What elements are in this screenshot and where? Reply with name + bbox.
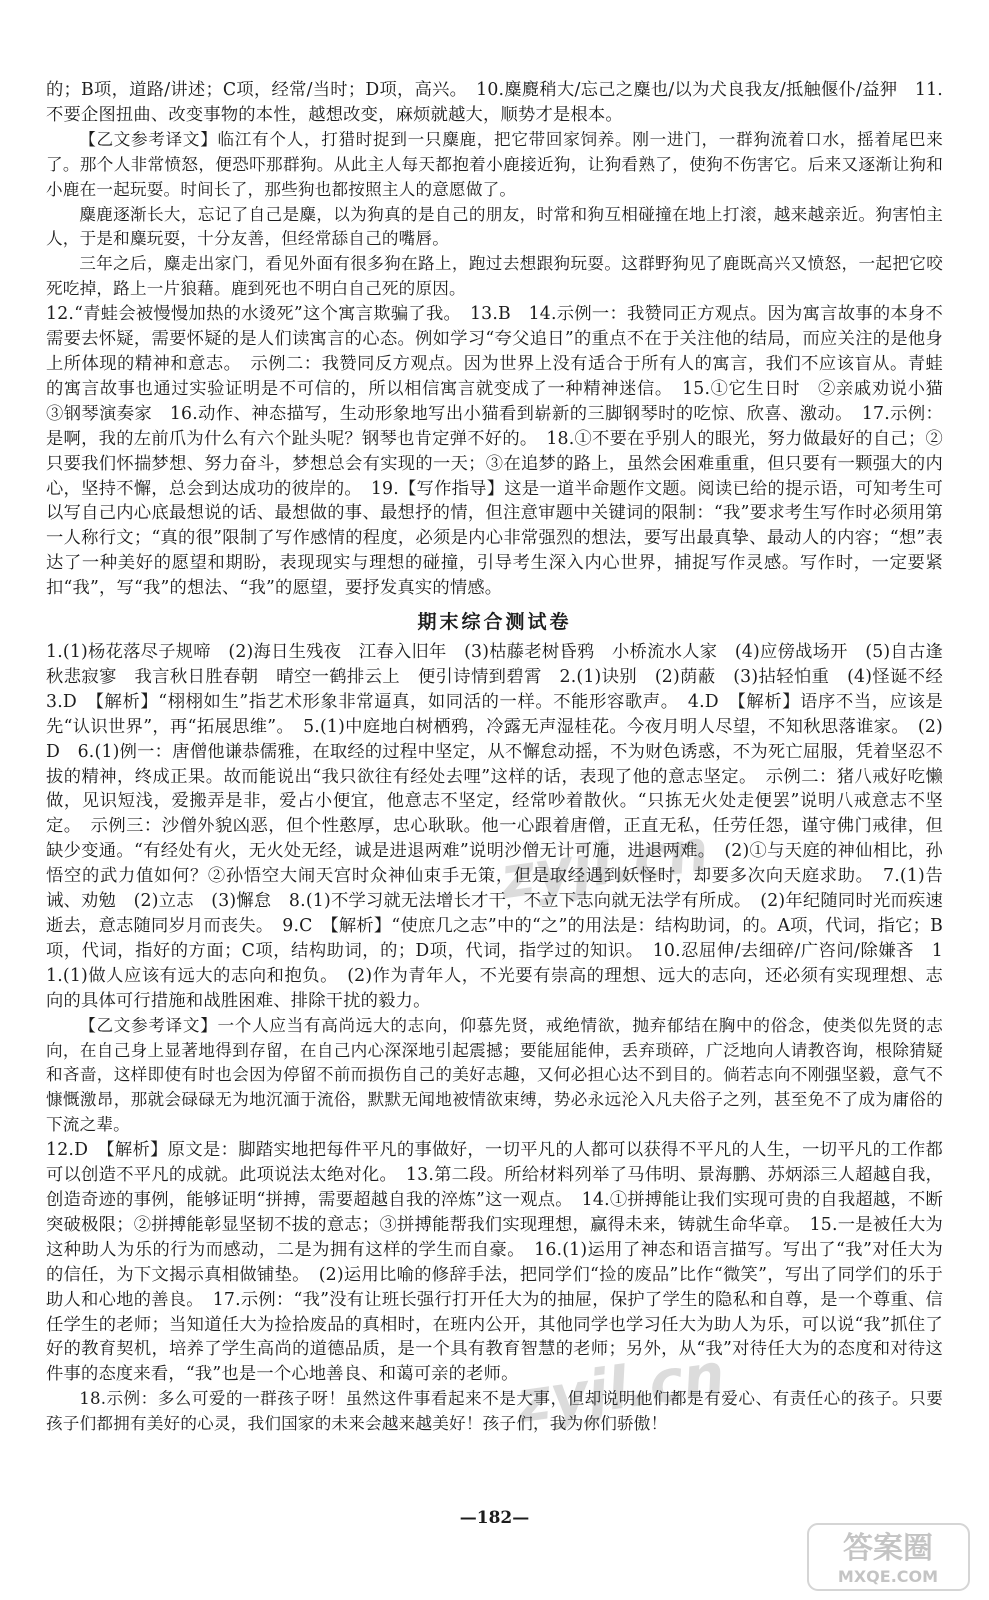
- answer-paragraph: 18.示例：多么可爱的一群孩子呀！虽然这件事看起来不是大事，但却说明他们都是有爱心、有责任心的孩子。只要孩子们都拥有美好的心灵，我们国家的未来会越来越美好！孩子们，我为你们骄傲！: [46, 1389, 943, 1434]
- watermark: zyjl.cn: [512, 1339, 729, 1437]
- site-logo: [806, 1522, 971, 1592]
- answer-paragraph: 12.“青蛙会被慢慢加热的水烫死”这个寓言欺骗了我。 13.B 14.示例一：我赞同正方观点。因为寓言故事的本身不需要去怀疑，需要怀疑的是人们读寓言的心态。例如学习“夸父追日”的重点不在于关注他的结局，而应关注的是他身上所体现的精神和意志。 示例二：我赞同反方观点。因为世界上没有适合于所有人的寓言，我们不应该盲从。青蛙的寓言故事也通过实验证明是不可信的，所以相信寓言就变成了一种精神迷信。 15.①它生日时 ②亲戚劝说小猫 ③钢琴演奏家 16.动作、神态描写，生动形象地写出小猫看到崭新的三脚钢琴时的吃惊、欣喜、激动。 17.示例：是啊，我的左前爪为什么有六个趾头呢？钢琴也肯定弹不好的。 18.①不要在乎别人的眼光，努力做最好的自己；②只要我们怀揣梦想、努力奋斗，梦想总会有实现的一天；③在追梦的路上，虽然会困难重重，但只要有一颗强大的内心，坚持不懈，总会到达成功的彼岸的。 19.【写作指导】这是一道半命题作文题。阅读已给的提示语，可知考生可以写自己内心底最想说的话、最想做的事、最想抒的情，但注意审题中关键词的限制：“我”要求考生写作时必须用第一人称行文；“真的很”限制了写作感情的程度，必须是内心非常强烈的想法，要写出最真挚、最动人的内容；“想”表达了一种美好的愿望和期盼，表现现实与理想的碰撞，引导考生深入内心世界，捕捉写作灵感。写作时，一定要紧扣“我”，写“我”的想法、“我”的愿望，要抒发真实的情感。: [46, 304, 961, 599]
- answer-paragraph: 12.D 【解析】原文是：脚踏实地把每件平凡的事做好，一切平凡的人都可以获得不平凡的人生，一切平凡的工作都可以创造不平凡的成就。此项说法太绝对化。 13.第二段。所给材料列举了马伟明、景海鹏、苏炳添三人超越自我，创造奇迹的事例，能够证明“拼搏，需要超越自我的淬炼”这一观点。 14.①拼搏能让我们实现可贵的自我超越，不断突破极限；②拼搏能彰显坚韧不拔的意志；③拼搏能帮我们实现理想，赢得未来，铸就生命华章。 15.一是被任大为这种助人为乐的行为而感动，二是为拥有这样的学生而自豪。 16.(1)运用了神态和语言描写。写出了“我”对任大为的信任，为下文揭示真相做铺垫。 (2)运用比喻的修辞手法，把同学们“捡的废品”比作“微笑”，写出了同学们的乐于助人和心地的善良。 17.示例：“我”没有让班长强行打开任大为的抽屉，保护了学生的隐私和自尊，是一个尊重、信任学生的老师；当知道任大为捡拾废品的真相时，在班内公开，其他同学也学习任大为助人为乐，可以说“我”抓住了好的教育契机，培养了学生高尚的道德品质，是一个具有教育智慧的老师；另外，从“我”对待任大为的态度和对待这件事的态度来看，“我”也是一个心地善良、和蔼可亲的老师。: [46, 1140, 943, 1385]
- translation-paragraph: 麋鹿逐渐长大，忘记了自己是麋，以为狗真的是自己的朋友，时常和狗互相碰撞在地上打滚，越来越亲近。狗害怕主人，于是和麋玩耍，十分友善，但经常舔自己的嘴唇。: [46, 204, 943, 249]
- section-title: 期末综合测试卷: [417, 611, 572, 634]
- answer-page: [46, 78, 961, 1437]
- answer-paragraph: 1.(1)杨花落尽子规啼 (2)海日生残夜 江春入旧年 (3)枯藤老树昏鸦 小桥流水人家 (4)应傍战场开 (5)自古逢秋悲寂寥 我言秋日胜春朝 晴空一鹤排云上 便引诗情到碧霄 2.(1)诀别 (2)荫蔽 (3)拈轻怕重 (4)怪诞不经 3.D 【解析】“栩栩如生”指艺术形象非常逼真，如同活的一样。不能形容歌声。 4.D 【解析】语序不当，应该是先“认识世界”，再“拓展思维”。 5.(1)中庭地白树栖鸦，冷露无声湿桂花。今夜月明人尽望，不知秋思落谁家。 (2)D 6.(1)例一：唐僧他谦恭儒雅，在取经的过程中坚定，从不懈怠动摇，不为财色诱惑，不为死亡屈服，凭着坚忍不拔的精神，终成正果。故而能说出“我只欲往有经处去哩”这样的话，表现了他的意志坚定。 示例二：猪八戒好吃懒做，见识短浅，爱搬弄是非，爱占小便宜，他意志不坚定，经常吵着散伙。“只拣无火处走便罢”说明八戒意志不坚定。 示例三：沙僧外貌凶恶，但个性憨厚，忠心耿耿。他一心跟着唐僧，正直无私，任劳任怨，谨守佛门戒律，但缺少变通。“有经处有火，无火处无经，诚是进退两难”说明沙僧无计可施，进退两难。 (2)①与天庭的神仙相比，孙悟空的武力值如何？②孙悟空大闹天宫时众神仙束手无策，但是取经遇到妖怪时，却要多次向天庭求助。 7.(1)告诫、劝勉 (2)立志 (3)懈怠 8.(1)不学习就无法增长才干，不立下志向就无法学有所成。 (2)年纪随同时光而疾速逝去，意志随同岁月而丧失。 9.C 【解析】“使庶几之志”中的“之”的用法是：结构助词，的。A项，代词，指它；B项，代词，指好的方面；C项，结构助词，的；D项，代词，指学过的知识。 10.忍屈伸/去细碎/广咨问/除嫌吝 11.(1)做人应该有远大的志向和抱负。 (2)作为青年人，不光要有崇高的理想、远大的志向，还必须有实现理想、志向的具体可行措施和战胜困难、排除干扰的毅力。: [46, 642, 961, 1011]
- logo-icon: [806, 1522, 971, 1592]
- page-number: —182—: [459, 1508, 530, 1528]
- translation-paragraph: 【乙文参考译文】一个人应当有高尚远大的志向，仰慕先贤，戒绝情欲，抛弃郁结在胸中的俗念，使类似先贤的志向，在自己身上显著地得到存留，在自己内心深深地引起震撼；要能屈能伸，丢弃琐碎，广泛地向人请教咨询，根除猜疑和吝啬，这样即使有时也会因为停留不前而损伤自己的美好志趣，又何必担心达不到目的。倘若志向不刚强坚毅，意气不慷慨激昂，那就会碌碌无为地沉湎于流俗，默默无闻地被情欲束缚，势必永远沦入凡夫俗子之列，甚至免不了成为庸俗的下流之辈。: [46, 1015, 943, 1135]
- watermark: zyjl.cn: [496, 815, 713, 913]
- translation-paragraph: 【乙文参考译文】临江有个人，打猎时捉到一只麋鹿，把它带回家饲养。刚一进门，一群狗流着口水，摇着尾巴来了。那个人非常愤怒，便恐吓那群狗。从此主人每天都抱着小鹿接近狗，让狗看熟了，使狗不伤害它。后来又逐渐让狗和小鹿在一起玩耍。时间长了，那些狗也都按照主人的意愿做了。: [46, 129, 943, 199]
- svg-text:MXQE.COM: MXQE.COM: [837, 1567, 939, 1586]
- svg-text:答案圈: 答案圈: [843, 1531, 933, 1566]
- answer-paragraph: 的；B项，道路/讲述；C项，经常/当时；D项，高兴。 10.麋麑稍大/忘己之麋也/以为犬良我友/抵触偃仆/益狎 11.不要企图扭曲、改变事物的本性，越想改变，麻烦就越大，顺势才是根本。: [46, 80, 943, 125]
- translation-paragraph: 三年之后，麋走出家门，看见外面有很多狗在路上，跑过去想跟狗玩耍。这群野狗见了鹿既高兴又愤怒，一起把它咬死吃掉，路上一片狼藉。鹿到死也不明白自己死的原因。: [46, 254, 943, 299]
